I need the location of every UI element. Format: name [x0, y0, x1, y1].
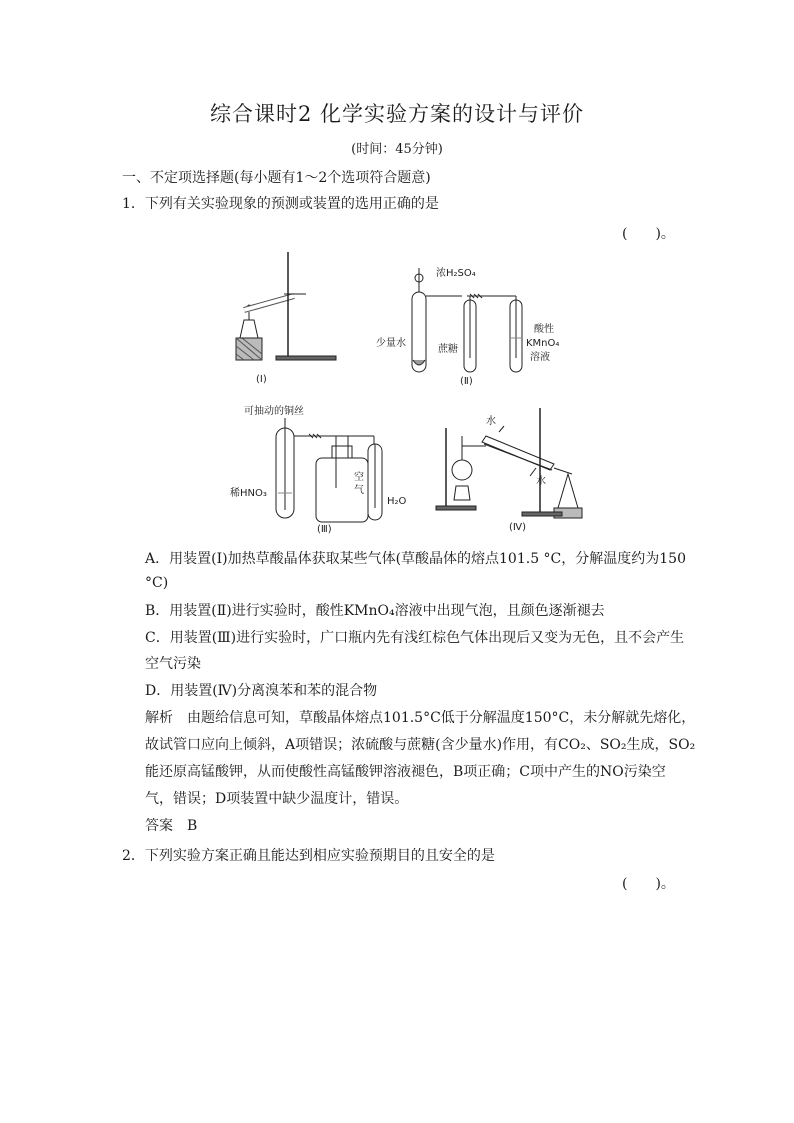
label-air-1: 空 [354, 472, 364, 483]
apparatus-III [230, 404, 407, 535]
condenser [482, 436, 554, 470]
label-water-in: 水 [486, 416, 496, 427]
apparatus-IV [436, 408, 582, 533]
label-conc-h2so4: 浓H₂SO₄ [436, 268, 476, 279]
label-movable-copper-wire: 可抽动的铜丝 [244, 406, 304, 417]
figure-label-III: (Ⅲ) [317, 524, 332, 535]
option-a-line-1: A．用装置(Ⅰ)加热草酸晶体获取某些气体(草酸晶体的熔点101.5 °C，分解温度约为150 [145, 551, 686, 567]
label-sucrose: 蔗糖 [438, 344, 458, 355]
burner-IV [454, 486, 470, 500]
option-b: B．用装置(Ⅱ)进行实验时，酸性KMnO₄溶液中出现气泡，且颜色逐渐褪去 [145, 603, 605, 619]
analysis-line-2: 故试管口应向上倾斜，A项错误；浓硫酸与蔗糖(含少量水)作用，有CO₂、SO₂生成，SO₂ [145, 737, 696, 753]
figure-label-I: (Ⅰ) [256, 374, 267, 385]
option-a-line-2: °C) [145, 575, 169, 591]
apparatus-I [236, 252, 336, 385]
label-solution: 溶液 [530, 352, 550, 363]
option-d: D．用装置(Ⅳ)分离溴苯和苯的混合物 [145, 683, 378, 699]
analysis-line-4: 气，错误；D项装置中缺少温度计，错误。 [145, 791, 409, 807]
question-1-answer-blank: ( )。 [622, 226, 675, 242]
page-title: 综合课时2 化学实验方案的设计与评价 [209, 102, 585, 126]
time-limit: (时间：45分钟) [351, 142, 443, 157]
section-heading: 一、不定项选择题(每小题有1～2个选项符合题意) [122, 170, 431, 186]
label-little-water: 少量水 [376, 338, 406, 349]
alcohol-lamp [240, 320, 258, 338]
question-1-stem: 1．下列有关实验现象的预测或装置的选用正确的是 [122, 196, 439, 212]
analysis-line-3: 能还原高锰酸钾，从而使酸性高锰酸钾溶液褪色，B项正确；C项中产生的NO污染空 [145, 764, 666, 780]
option-c-line-1: C．用装置(Ⅲ)进行实验时，广口瓶内先有浅红棕色气体出现后又变为无色，且不会产生 [145, 630, 685, 646]
analysis-line-1: 解析 由题给信息可知，草酸晶体熔点101.5°C低于分解温度150°C，未分解就先熔化， [145, 710, 696, 726]
label-kmno4: KMnO₄ [526, 338, 560, 349]
receiving-flask [558, 474, 578, 508]
apparatus-II [376, 266, 559, 387]
option-c-line-2: 空气污染 [145, 656, 201, 672]
label-h2o: H₂O [387, 496, 407, 507]
apparatus-figure [224, 248, 664, 548]
figure-label-II: (Ⅱ) [460, 376, 473, 387]
label-air-2: 气 [354, 485, 364, 496]
answer-line: 答案 B [145, 818, 198, 834]
label-water-out: 水 [536, 476, 546, 487]
label-acidic: 酸性 [534, 324, 554, 335]
question-2-stem: 2．下列实验方案正确且能达到相应实验预期目的且安全的是 [122, 848, 495, 864]
figure-label-IV: (Ⅳ) [509, 522, 527, 533]
question-2-answer-blank: ( )。 [622, 876, 675, 892]
label-dilute-hno3: 稀HNO₃ [230, 488, 267, 499]
distillation-flask [452, 460, 472, 480]
